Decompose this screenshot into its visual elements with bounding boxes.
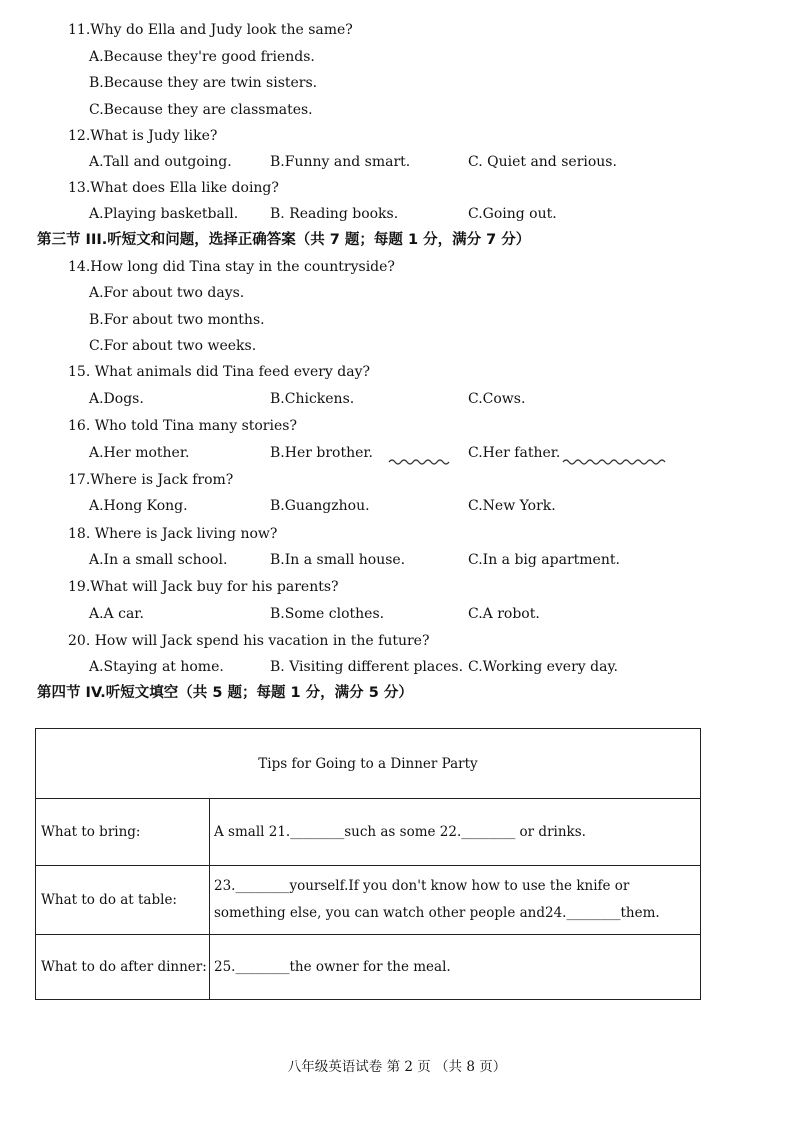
question-17: 17.Where is Jack from? [68,472,234,488]
row-content-after: 25.________the owner for the meal. [210,935,701,1000]
question-19-option-b: B.Some clothes. [270,606,385,622]
question-18-option-c: C.In a big apartment. [468,552,620,568]
question-17-option-a: A.Hong Kong. [89,498,188,514]
wavy-underline-mark [388,458,450,466]
question-20-option-b: B. Visiting different places. [270,659,464,675]
question-20-option-a: A.Staying at home. [89,659,224,675]
question-15: 15. What animals did Tina feed every day? [68,364,371,380]
page-footer: 八年级英语试卷 第 2 页 （共 8 页） [287,1059,507,1075]
wavy-underline-mark [562,458,668,466]
question-16-option-c: C.Her father. [468,445,561,461]
table-row [36,935,701,1000]
question-19-option-c: C.A robot. [468,606,540,622]
question-18-option-b: B.In a small house. [270,552,406,568]
question-14: 14.How long did Tina stay in the countryside? [68,259,395,275]
question-19-option-a: A.A car. [89,606,144,622]
question-16-option-b: B.Her brother. [270,445,373,461]
question-16-option-a: A.Her mother. [89,445,190,461]
question-14-option-b: B.For about two months. [89,312,265,328]
tips-table [35,728,701,1000]
question-12: 12.What is Judy like? [68,128,218,144]
section-4-heading: 第四节 IV.听短文填空（共 5 题；每题 1 分，满分 5 分） [37,685,413,701]
question-11-option-a: A.Because they're good friends. [89,49,315,65]
question-13-option-a: A.Playing basketball. [89,206,239,222]
row-label-table: What to do at table: [36,866,210,935]
question-14-option-a: A.For about two days. [89,285,245,301]
row-content-table-line-1: 23.________yourself.If you don't know how to use the knife or [214,878,630,894]
table-row [36,799,701,866]
question-16: 16. Who told Tina many stories? [68,418,297,434]
question-17-option-b: B.Guangzhou. [270,498,370,514]
question-20-option-c: C.Working every day. [468,659,618,675]
question-12-option-c: C. Quiet and serious. [468,154,617,170]
question-12-option-b: B.Funny and smart. [270,154,411,170]
question-19: 19.What will Jack buy for his parents? [68,579,339,595]
row-content-table [210,866,701,935]
question-15-option-a: A.Dogs. [89,391,144,407]
row-label-after: What to do after dinner: [36,935,210,1000]
table-row [36,866,701,935]
question-12-option-a: A.Tall and outgoing. [89,154,232,170]
question-15-option-b: B.Chickens. [270,391,355,407]
question-11: 11.Why do Ella and Judy look the same? [68,22,353,38]
row-content-table-line-2: something else, you can watch other people and24.________them. [214,905,660,921]
row-content-bring: A small 21.________such as some 22.________ or drinks. [210,799,701,866]
question-15-option-c: C.Cows. [468,391,526,407]
question-11-option-c: C.Because they are classmates. [89,102,313,118]
question-13-option-c: C.Going out. [468,206,557,222]
question-18-option-a: A.In a small school. [89,552,228,568]
question-17-option-c: C.New York. [468,498,556,514]
question-11-option-b: B.Because they are twin sisters. [89,75,318,91]
section-3-heading: 第三节 III.听短文和问题，选择正确答案（共 7 题；每题 1 分，满分 7 分） [37,232,531,248]
row-label-bring: What to bring: [36,799,210,866]
question-20: 20. How will Jack spend his vacation in the future? [68,633,430,649]
question-13-option-b: B. Reading books. [270,206,399,222]
question-18: 18. Where is Jack living now? [68,526,278,542]
table-title: Tips for Going to a Dinner Party [36,729,701,799]
question-13: 13.What does Ella like doing? [68,180,279,196]
question-14-option-c: C.For about two weeks. [89,338,257,354]
